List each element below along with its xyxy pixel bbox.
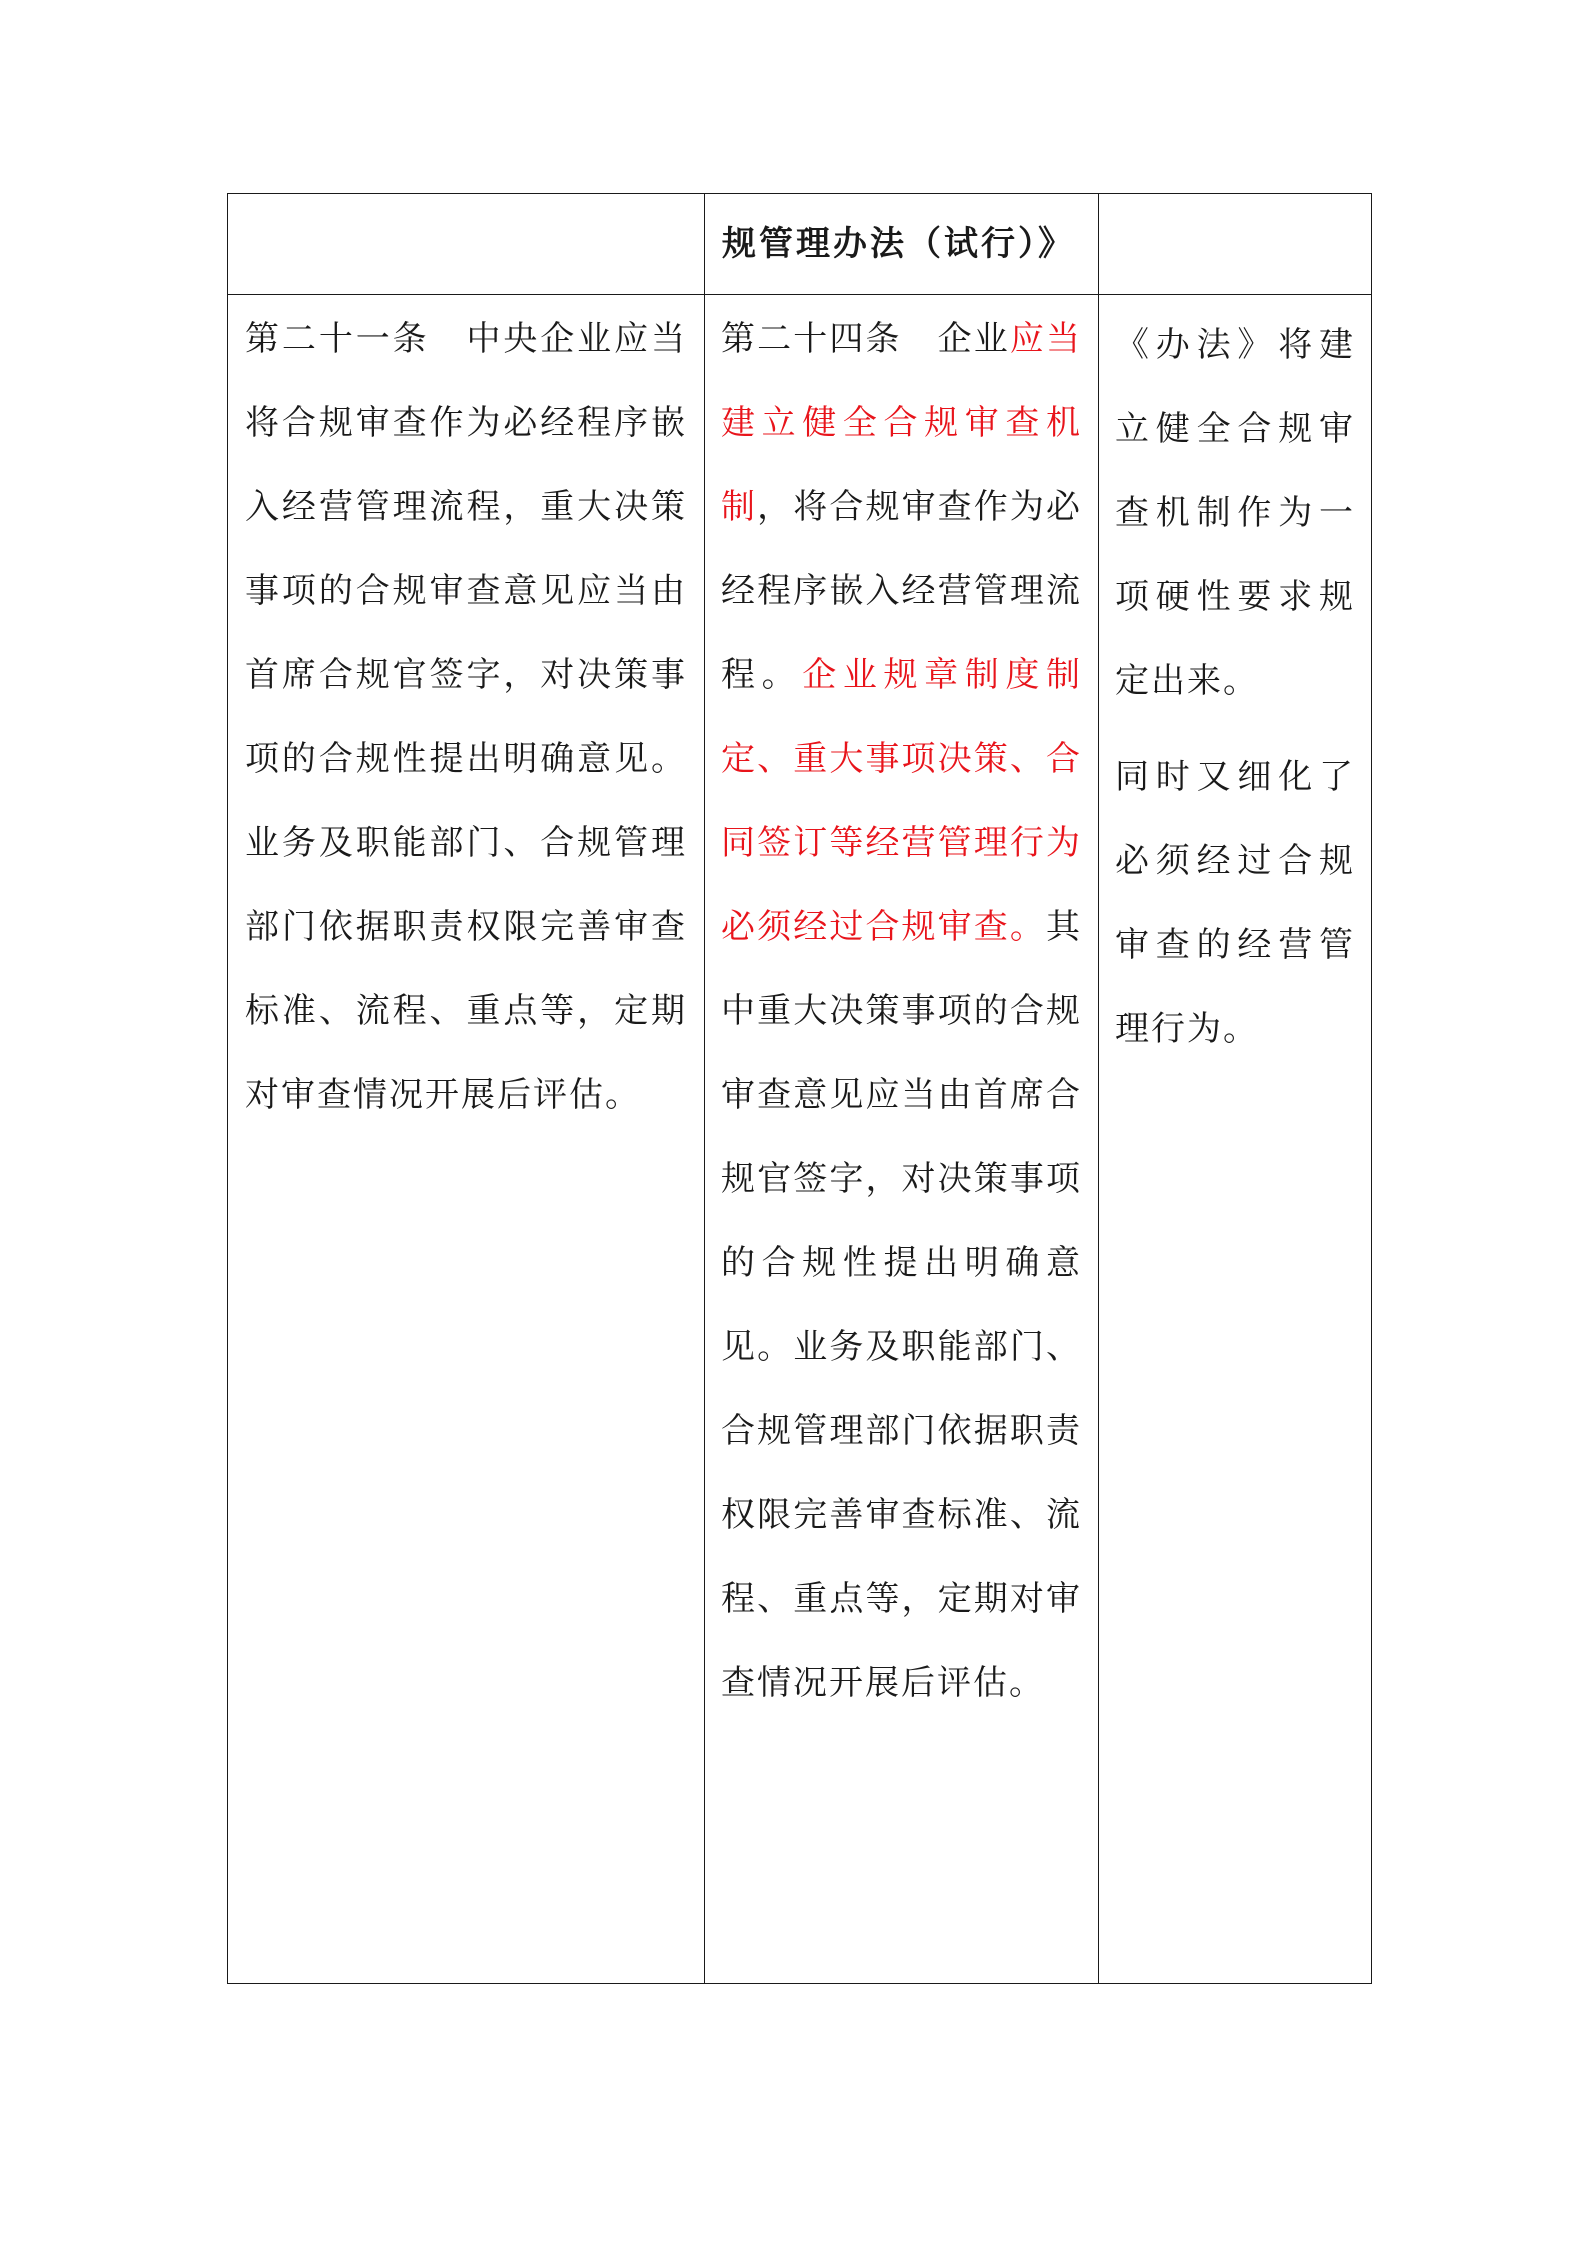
header-cell-right xyxy=(1099,194,1372,295)
commentary-paragraph: 《办法》将建立健全合规审查机制作为一项硬性要求规定出来。 xyxy=(1115,325,1355,701)
highlighted-text-segment: 企业规章制度制定、重大事项决策、合同签订等经营管理行为必须经过合规审查。 xyxy=(721,655,1082,947)
highlighted-text-segment: 应当建立健全合规审查机制 xyxy=(721,319,1083,527)
old-provision-text: 第二十一条 中央企业应当将合规审查作为必经程序嵌入经营管理流程，重大决策事项的合规审查意见应当由首席合规官签字，对决策事项的合规性提出明确意见。业务及职能部门、合规管理部门依据职责权限完善审查标准、流程、重点等，定期对审查情况开展后评估。 xyxy=(245,319,687,1115)
old-provision-cell xyxy=(228,295,705,1984)
commentary-cell xyxy=(1099,295,1372,1984)
header-cell-left xyxy=(228,194,705,295)
text-segment: ，将合规审查作为必经程序嵌入经营管理流程。 xyxy=(721,487,1083,695)
header-cell-middle xyxy=(705,194,1099,295)
new-provision-text xyxy=(705,297,1098,1725)
text-segment: 其中重大决策事项的合规审查意见应当由首席合规官签字，对决策事项的合规性提出明确意见。业务及职能部门、合规管理部门依据职责权限完善审查标准、流程、重点等，定期对审查情况开展后评估。 xyxy=(721,907,1082,1703)
commentary-text xyxy=(1099,303,1371,1071)
new-provision-cell xyxy=(705,295,1099,1984)
header-middle-text: 规管理办法（试行）》 xyxy=(722,224,1075,264)
comparison-table xyxy=(227,193,1372,1984)
text-segment: 第二十四条 企业 xyxy=(721,319,1010,359)
table-header-row xyxy=(228,194,1372,295)
table-row xyxy=(228,295,1372,1984)
commentary-paragraph: 同时又细化了必须经过合规审查的经营管理行为。 xyxy=(1115,757,1355,1049)
